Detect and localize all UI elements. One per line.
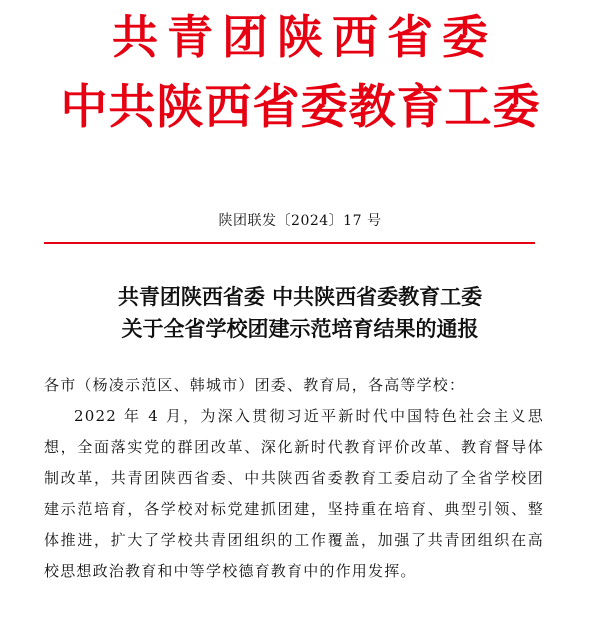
- red-divider-line: [44, 242, 535, 244]
- document-title-line-1: 共青团陕西省委 中共陕西省委教育工委: [117, 284, 483, 309]
- document-title-line-2: 关于全省学校团建示范培育结果的通报: [121, 316, 479, 341]
- document-number: 陕团联发〔2024〕17 号: [218, 213, 382, 229]
- body-paragraph: 2022 年 4 月，为深入贯彻习近平新时代中国特色社会主义思想，全面落实党的群团改革、深化新时代教育评价改革、教育督导体制改革，共青团陕西省委、中共陕西省委教育工委启动了全省学校团建示范培育，各学校对标党建抓团建，坚持重在培育、典型引领、整体推进，扩大了学校共青团组织的工作覆盖，加强了共青团组织在高校思想政治教育和中等学校德育教育中的作用发挥。: [44, 407, 544, 580]
- masthead-line-1: 共青团陕西省委: [112, 10, 497, 64]
- salutation: 各市（杨凌示范区、韩城市）团委、教育局，各高等学校：: [44, 376, 466, 394]
- masthead-line-2: 中共陕西省委教育工委: [60, 80, 541, 135]
- document-body: [44, 370, 544, 587]
